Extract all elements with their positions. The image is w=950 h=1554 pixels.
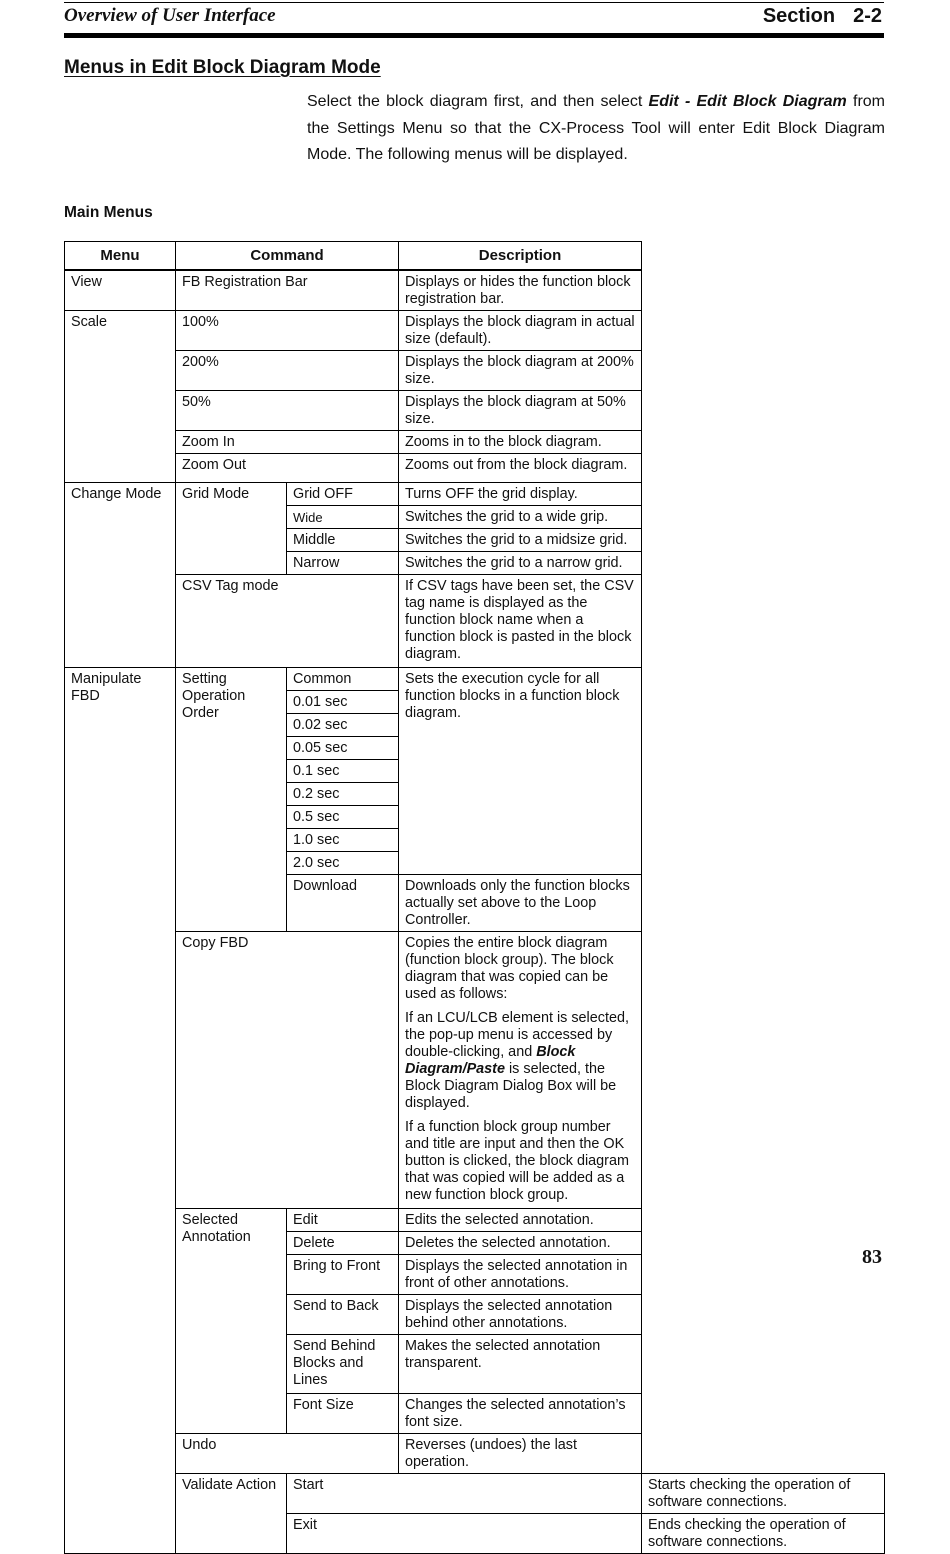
subcommand-cell: Delete — [287, 1232, 399, 1255]
menu-cell: View — [65, 270, 176, 311]
table-row — [65, 575, 885, 668]
header-menu: Menu — [65, 242, 176, 271]
description-cell: Deletes the selected annotation. — [399, 1232, 642, 1255]
description-cell: Displays the selected annotation in front of other annotations. — [399, 1255, 642, 1295]
description-cell: Reverses (undoes) the last operation. — [399, 1434, 642, 1474]
subcommand-cell: Wide — [287, 506, 399, 529]
table-row — [65, 1434, 885, 1474]
table-row — [65, 1209, 885, 1232]
description-cell: Ends checking the operation of software connections. — [642, 1514, 885, 1554]
command-cell: Selected Annotation — [176, 1209, 287, 1434]
subcommand-cell: 0.2 sec — [287, 783, 399, 806]
copy-desc-paragraph: If a function block group number and title are input and then the OK button is clicked, the block diagram that was copied will be added as a new function block group. — [405, 1119, 629, 1203]
copy-desc-paragraph — [405, 1010, 635, 1112]
intro-paragraph — [307, 89, 885, 169]
description-cell: Displays the block diagram at 200% size. — [399, 351, 642, 391]
description-cell: Displays the block diagram at 50% size. — [399, 391, 642, 431]
subcommand-cell: Send to Back — [287, 1295, 399, 1335]
page-number: 83 — [862, 1246, 882, 1268]
command-cell: Copy FBD — [176, 932, 399, 1209]
description-cell: Makes the selected annotation transparent. — [399, 1335, 642, 1394]
header-rule — [64, 33, 884, 38]
description-cell: Sets the execution cycle for all function blocks in a function block diagram. — [399, 668, 642, 875]
command-cell: Exit — [287, 1514, 642, 1554]
subcommand-cell: 2.0 sec — [287, 852, 399, 875]
subcommand-cell: Edit — [287, 1209, 399, 1232]
header-chapter-title: Overview of User Interface — [64, 5, 276, 26]
description-cell: Switches the grid to a wide grip. — [399, 506, 642, 529]
table-row — [65, 351, 885, 391]
description-cell: Zooms in to the block diagram. — [399, 431, 642, 454]
table-row — [65, 668, 885, 691]
table-row — [65, 270, 885, 311]
menu-cell: Scale — [65, 311, 176, 483]
section-title: Menus in Edit Block Diagram Mode — [64, 57, 381, 78]
copy-desc-command: Block Diagram/Paste — [405, 1044, 576, 1077]
description-cell: Changes the selected annotation’s font size. — [399, 1394, 642, 1434]
header-description: Description — [399, 242, 642, 271]
description-cell: If CSV tags have been set, the CSV tag name is displayed as the function block name when a function block is pasted in the block diagram. — [399, 575, 642, 668]
subcommand-cell: Common — [287, 668, 399, 691]
subcommand-cell: 0.1 sec — [287, 760, 399, 783]
menu-cell: Validate Action — [176, 1474, 287, 1554]
command-cell: Undo — [176, 1434, 399, 1474]
subcommand-cell: Bring to Front — [287, 1255, 399, 1295]
table-row — [65, 932, 885, 1209]
intro-text-after: from the Settings Menu so that the CX-Process Tool will enter Edit Block Diagram Mode. The following menus will be displayed. — [307, 93, 886, 163]
subcommand-cell: Narrow — [287, 552, 399, 575]
command-cell: 50% — [176, 391, 399, 431]
table-row — [65, 1474, 885, 1514]
subcommand-cell: 1.0 sec — [287, 829, 399, 852]
header-section-label: Section — [762, 5, 836, 27]
header-top-rule — [64, 2, 884, 3]
description-cell: Displays the selected annotation behind other annotations. — [399, 1295, 642, 1335]
subcommand-cell: Middle — [287, 529, 399, 552]
intro-text-before: Select the block diagram first, and then select — [307, 93, 649, 110]
description-cell: Starts checking the operation of software connections. — [642, 1474, 885, 1514]
description-cell: Switches the grid to a midsize grid. — [399, 529, 642, 552]
command-cell: Grid Mode — [176, 483, 287, 575]
command-cell: 200% — [176, 351, 399, 391]
table-row — [65, 311, 885, 351]
description-cell: Displays the block diagram in actual size (default). — [399, 311, 642, 351]
subcommand-cell: Download — [287, 875, 399, 932]
description-cell: Edits the selected annotation. — [399, 1209, 642, 1232]
command-cell: Setting Operation Order — [176, 668, 287, 932]
copy-desc-text: If an LCU/LCB element is selected, the pop-up menu is accessed by double-clicking, and — [405, 1010, 629, 1060]
description-cell: Switches the grid to a narrow grid. — [399, 552, 642, 575]
table-row — [65, 391, 885, 431]
command-cell: 100% — [176, 311, 399, 351]
header-command: Command — [176, 242, 399, 271]
command-cell: CSV Tag mode — [176, 575, 399, 668]
table-row — [65, 431, 885, 454]
subcommand-cell: 0.5 sec — [287, 806, 399, 829]
subcommand-cell: Font Size — [287, 1394, 399, 1434]
subcommand-cell: 0.02 sec — [287, 714, 399, 737]
menu-cell: Change Mode — [65, 483, 176, 668]
subcommand-cell: Grid OFF — [287, 483, 399, 506]
copy-desc-text: is selected, the Block Diagram Dialog Box will be displayed. — [405, 1061, 617, 1111]
subcommand-cell: 0.01 sec — [287, 691, 399, 714]
description-cell: Downloads only the function blocks actually set above to the Loop Controller. — [399, 875, 642, 932]
main-menus-table — [64, 241, 885, 1554]
command-cell: Zoom In — [176, 431, 399, 454]
command-cell: Start — [287, 1474, 642, 1514]
table-row — [65, 483, 885, 506]
table-row — [65, 454, 885, 483]
table-header-row — [65, 242, 885, 271]
subcommand-cell: Send Behind Blocks and Lines — [287, 1335, 399, 1394]
description-cell: Zooms out from the block diagram. — [399, 454, 642, 483]
command-cell: Zoom Out — [176, 454, 399, 483]
subcommand-cell: 0.05 sec — [287, 737, 399, 760]
copy-desc-paragraph: Copies the entire block diagram (function block group). The block diagram that was copied can be used as follows: — [405, 935, 614, 1002]
description-cell: Turns OFF the grid display. — [399, 483, 642, 506]
menu-cell: Manipulate FBD — [65, 668, 176, 1554]
description-cell — [399, 932, 642, 1209]
command-cell: FB Registration Bar — [176, 270, 399, 311]
intro-menu-path: Edit - Edit Block Diagram — [648, 93, 847, 110]
header-section-number: 2-2 — [853, 5, 882, 27]
main-menus-heading: Main Menus — [64, 204, 153, 221]
description-cell: Displays or hides the function block registration bar. — [399, 270, 642, 311]
header-section — [763, 5, 882, 28]
